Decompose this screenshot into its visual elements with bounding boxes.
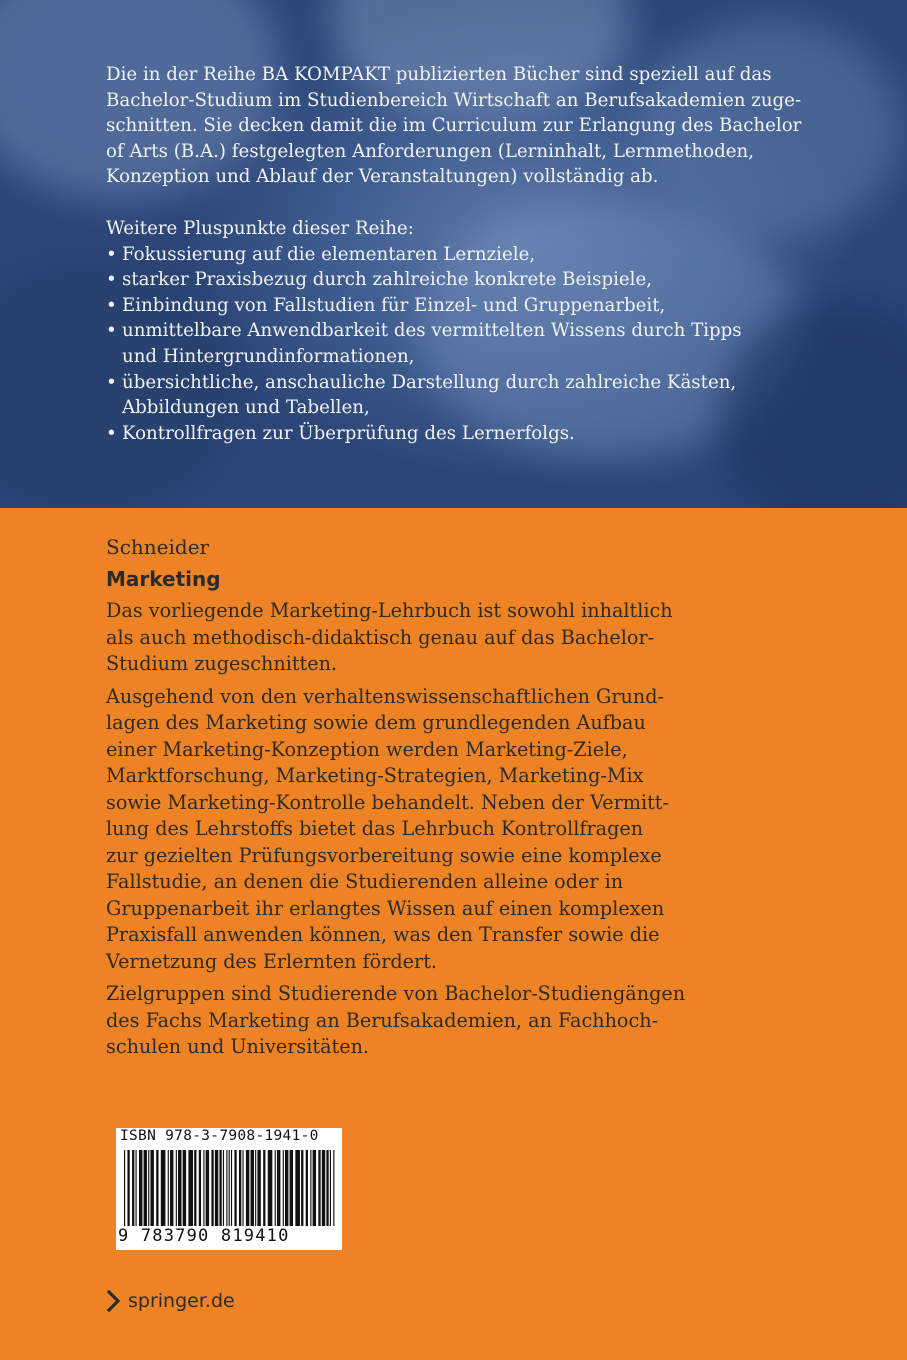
blurb-line: Ausgehend von den verhaltenswissenschaftlichen Grund- <box>106 684 665 708</box>
barcode-bar <box>239 1150 241 1226</box>
plus-list <box>106 242 806 447</box>
barcode-bar <box>124 1150 125 1226</box>
publisher-url: springer.de <box>128 1290 235 1312</box>
blurb-line: Fallstudie, an denen die Studierenden alleine oder in <box>106 870 624 893</box>
book-description <box>106 532 806 1067</box>
blurb-line: lagen des Marketing sowie dem grundlegenden Aufbau <box>106 711 646 734</box>
barcode-bar <box>127 1150 129 1226</box>
list-item-text: Fokussierung auf die elementaren Lernziele, <box>122 243 536 265</box>
barcode-bar <box>194 1150 196 1226</box>
barcode-bar <box>246 1150 249 1226</box>
list-item <box>106 370 806 421</box>
barcode-bar <box>242 1150 243 1226</box>
barcode-bar <box>161 1150 166 1226</box>
blurb-paragraph <box>106 598 806 678</box>
blurb-line: als auch methodisch-didaktisch genau auf das Bachelor- <box>106 625 655 649</box>
barcode-bar <box>285 1150 288 1226</box>
list-item <box>106 293 806 319</box>
barcode-bar <box>183 1150 186 1226</box>
blurb-line: Das vorliegende Marketing-Lehrbuch ist sowohl inhaltlich <box>106 599 673 622</box>
bullet-icon: • <box>106 320 117 342</box>
barcode-bar <box>206 1150 209 1226</box>
barcode-bar <box>215 1150 218 1226</box>
barcode-bar <box>268 1150 273 1226</box>
barcode-bar <box>156 1150 158 1226</box>
series-intro-line: Die in der Reihe BA KOMPAKT publizierten Bücher sind speziell auf das <box>106 64 772 85</box>
series-info-panel <box>0 0 907 508</box>
blurb-paragraph <box>106 981 806 1061</box>
barcode-bar <box>219 1150 221 1226</box>
barcode-bar <box>203 1150 204 1226</box>
book-title: Marketing <box>106 567 221 591</box>
list-item-text: übersichtliche, anschauliche Darstellung durch zahlreiche Kästen, <box>122 371 737 393</box>
blurb-line: zur gezielten Prüfungsvorbereitung sowie eine komplexe <box>106 843 662 867</box>
bullet-icon: • <box>106 371 117 393</box>
blurb-line: Vernetzung des Erlernten fördert. <box>106 949 438 973</box>
blurb-line: schulen und Universitäten. <box>106 1035 370 1058</box>
list-item-text: starker Praxisbezug durch zahlreiche konkrete Beispiele, <box>122 269 653 291</box>
barcode-bar <box>139 1150 142 1226</box>
barcode-bar <box>295 1150 300 1226</box>
barcode-bar <box>199 1150 201 1226</box>
blurb-line: Gruppenarbeit ihr erlangtes Wissen auf einen komplexen <box>106 896 665 920</box>
barcode-bar <box>255 1150 256 1226</box>
series-intro-line: schnitten. Sie decken damit die im Curriculum zur Erlangung des Bachelor <box>106 115 802 137</box>
list-item-text: Einbindung von Fallstudien für Einzel- und Gruppenarbeit, <box>122 294 666 316</box>
series-description <box>106 62 806 446</box>
barcode-bar <box>263 1150 265 1226</box>
list-item <box>106 242 806 268</box>
barcode-bar <box>277 1150 280 1226</box>
book-blurb <box>106 598 806 1061</box>
barcode-bar <box>306 1150 308 1226</box>
author-name: Schneider <box>106 535 210 559</box>
barcode-bar <box>318 1150 320 1226</box>
bullet-icon: • <box>106 269 117 291</box>
blurb-line: einer Marketing-Konzeption werden Marketing-Ziele, <box>106 737 628 761</box>
barcode-bar <box>144 1150 147 1226</box>
barcode-bar <box>188 1150 193 1226</box>
series-intro-line: of Arts (B.A.) festgelegten Anforderungen (Lerninhalt, Lernmethoden, <box>106 140 754 162</box>
publisher-link[interactable] <box>106 1290 235 1312</box>
list-item <box>106 267 806 293</box>
barcode-bar <box>226 1150 227 1226</box>
barcode-bar <box>330 1150 331 1226</box>
barcode-bar <box>326 1150 328 1226</box>
barcode-bar <box>283 1150 284 1226</box>
blurb-line: Studium zugeschnitten. <box>106 652 338 675</box>
barcode-bar <box>176 1150 177 1226</box>
series-intro-line: Konzeption und Ablauf der Veranstaltungen) vollständig ab. <box>106 166 659 188</box>
list-item <box>106 318 806 369</box>
blurb-line: Zielgruppen sind Studierende von Bachelor-Studiengängen <box>106 982 686 1005</box>
barcode-digits: 9 783790 819410 <box>118 1226 290 1246</box>
blurb-line: des Fachs Marketing an Berufsakademien, an Fachhoch- <box>106 1008 659 1032</box>
list-item <box>106 421 806 447</box>
blurb-line: lung des Lehrstoffs bietet das Lehrbuch Kontrollfragen <box>106 817 644 840</box>
barcode-bar <box>170 1150 173 1226</box>
barcode-bar <box>301 1150 303 1226</box>
barcode-bar <box>313 1150 316 1226</box>
blurb-paragraph <box>106 684 806 976</box>
list-item-text: Abbildungen und Tabellen, <box>122 397 370 419</box>
barcode-bar <box>251 1150 254 1226</box>
list-item-text: und Hintergrundinformationen, <box>122 345 415 367</box>
blurb-line: sowie Marketing-Kontrolle behandelt. Neben der Vermitt- <box>106 790 669 814</box>
barcode-bar <box>275 1150 276 1226</box>
barcode-bar <box>132 1150 134 1226</box>
barcode-bar <box>136 1150 137 1226</box>
barcode-bar <box>150 1150 153 1226</box>
list-item-text: unmittelbare Anwendbarkeit des vermittelten Wissens durch Tipps <box>122 320 742 342</box>
list-item-text: Kontrollfragen zur Überprüfung des Lernerfolgs. <box>122 422 575 444</box>
barcode-bar <box>229 1150 230 1226</box>
chevron-right-icon <box>106 1290 122 1312</box>
plus-heading: Weitere Pluspunkte dieser Reihe: <box>106 217 414 239</box>
barcode-bar <box>211 1150 213 1226</box>
series-intro-line: Bachelor-Studium im Studienbereich Wirtschaft an Berufsakademien zuge- <box>106 89 802 111</box>
barcode-bar <box>223 1150 224 1226</box>
barcode-bar <box>310 1150 311 1226</box>
barcode-bar <box>333 1150 334 1226</box>
barcode-bar <box>231 1150 232 1226</box>
blurb-line: Praxisfall anwenden können, was den Transfer sowie die <box>106 923 660 946</box>
series-intro <box>106 62 806 190</box>
barcode-bars <box>116 1150 342 1226</box>
barcode-bar <box>234 1150 236 1226</box>
bullet-icon: • <box>106 243 117 265</box>
barcode-bar <box>290 1150 293 1226</box>
bullet-icon: • <box>106 422 117 444</box>
isbn-barcode <box>116 1128 342 1250</box>
barcode-bar <box>178 1150 181 1226</box>
barcode-bar <box>148 1150 149 1226</box>
barcode-bar <box>168 1150 169 1226</box>
bullet-icon: • <box>106 294 117 316</box>
barcode-bar <box>322 1150 325 1226</box>
isbn-label: ISBN 978-3-7908-1941-0 <box>120 1128 319 1144</box>
blurb-line: Marktforschung, Marketing-Strategien, Marketing-Mix <box>106 764 644 787</box>
barcode-bar <box>257 1150 260 1226</box>
